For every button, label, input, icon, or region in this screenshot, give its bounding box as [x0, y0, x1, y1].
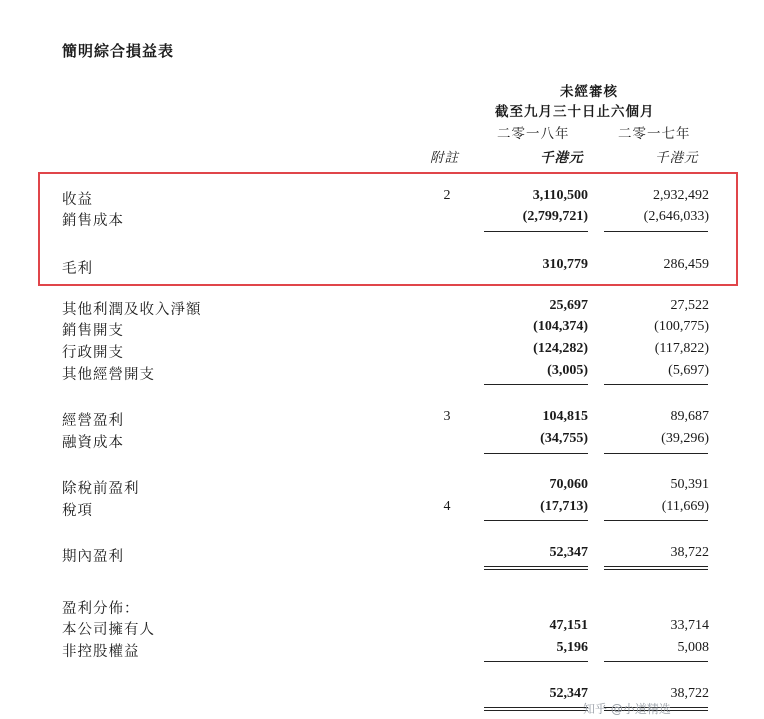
row-note: 4: [443, 499, 451, 514]
row-label: 期內盈利: [62, 549, 124, 565]
row-label: 毛利: [62, 261, 93, 277]
watermark: 知乎 @小道精选: [583, 702, 671, 716]
header-period: 截至九月三十日止六個月: [495, 104, 655, 120]
row-value-2018: 25,697: [549, 298, 588, 313]
row-value-2018: (17,713): [540, 499, 588, 514]
row-label: 經營盈利: [62, 413, 124, 429]
total-double-rule: [484, 707, 588, 708]
subtotal-rule: [604, 384, 708, 385]
row-label: 融資成本: [62, 435, 124, 451]
row-value-2017: (5,697): [668, 363, 709, 378]
row-value-2018: 70,060: [549, 477, 588, 492]
row-value-2018: (34,755): [540, 431, 588, 446]
row-value-2017: 50,391: [670, 477, 709, 492]
total-double-rule: [484, 569, 588, 570]
row-value-2017: 38,722: [670, 545, 709, 560]
row-value-2018: (2,799,721): [522, 209, 588, 224]
row-value-2017: 5,008: [677, 640, 709, 655]
total-double-rule: [604, 566, 708, 567]
row-value-2017: (117,822): [654, 341, 709, 356]
row-note: 2: [443, 188, 451, 203]
header-note-label: 附註: [430, 150, 459, 166]
row-value-2018: 47,151: [549, 618, 588, 633]
row-value-2017: 38,722: [670, 686, 709, 701]
row-label: 銷售開支: [62, 323, 124, 339]
row-value-2017: (39,296): [661, 431, 709, 446]
subtotal-rule: [484, 231, 588, 232]
row-value-2017: 33,714: [670, 618, 709, 633]
subtotal-rule: [604, 520, 708, 521]
subtotal-rule: [484, 661, 588, 662]
header-unit-2018: 千港元: [540, 150, 584, 166]
row-label: 非控股權益: [62, 644, 140, 660]
total-double-rule: [484, 710, 588, 711]
row-label: 其他利潤及收入淨額: [62, 302, 202, 318]
page-title: 簡明綜合損益表: [62, 42, 175, 60]
row-value-2018: 3,110,500: [532, 188, 588, 203]
row-label: 除稅前盈利: [62, 481, 140, 497]
row-value-2017: 286,459: [663, 257, 709, 272]
row-value-2017: 27,522: [670, 298, 709, 313]
row-value-2017: (2,646,033): [643, 209, 709, 224]
subtotal-rule: [484, 384, 588, 385]
row-value-2017: 2,932,492: [653, 188, 709, 203]
subtotal-rule: [604, 453, 708, 454]
row-value-2018: 5,196: [556, 640, 588, 655]
row-value-2017: (11,669): [661, 499, 709, 514]
row-value-2018: 104,815: [542, 409, 588, 424]
row-value-2017: (100,775): [654, 319, 709, 334]
header-unaudited: 未經審核: [560, 84, 618, 100]
row-note: 3: [443, 409, 451, 424]
subtotal-rule: [484, 520, 588, 521]
subtotal-rule: [604, 661, 708, 662]
total-double-rule: [484, 566, 588, 567]
row-value-2018: 52,347: [549, 545, 588, 560]
total-double-rule: [604, 569, 708, 570]
subtotal-rule: [604, 231, 708, 232]
row-value-2018: 52,347: [549, 686, 588, 701]
row-label: 稅項: [62, 503, 93, 519]
header-year-2017: 二零一七年: [618, 126, 691, 142]
row-value-2018: (3,005): [547, 363, 588, 378]
row-label: 銷售成本: [62, 213, 124, 229]
row-label: 盈利分佈：: [62, 601, 140, 617]
subtotal-rule: [484, 453, 588, 454]
row-value-2018: 310,779: [542, 257, 588, 272]
row-value-2018: (124,282): [533, 341, 588, 356]
row-label: 本公司擁有人: [62, 622, 155, 638]
header-unit-2017: 千港元: [655, 150, 699, 166]
row-label: 其他經營開支: [62, 367, 155, 383]
row-value-2017: 89,687: [670, 409, 709, 424]
row-label: 行政開支: [62, 345, 124, 361]
header-year-2018: 二零一八年: [497, 126, 570, 142]
row-label: 收益: [62, 192, 93, 208]
row-value-2018: (104,374): [533, 319, 588, 334]
